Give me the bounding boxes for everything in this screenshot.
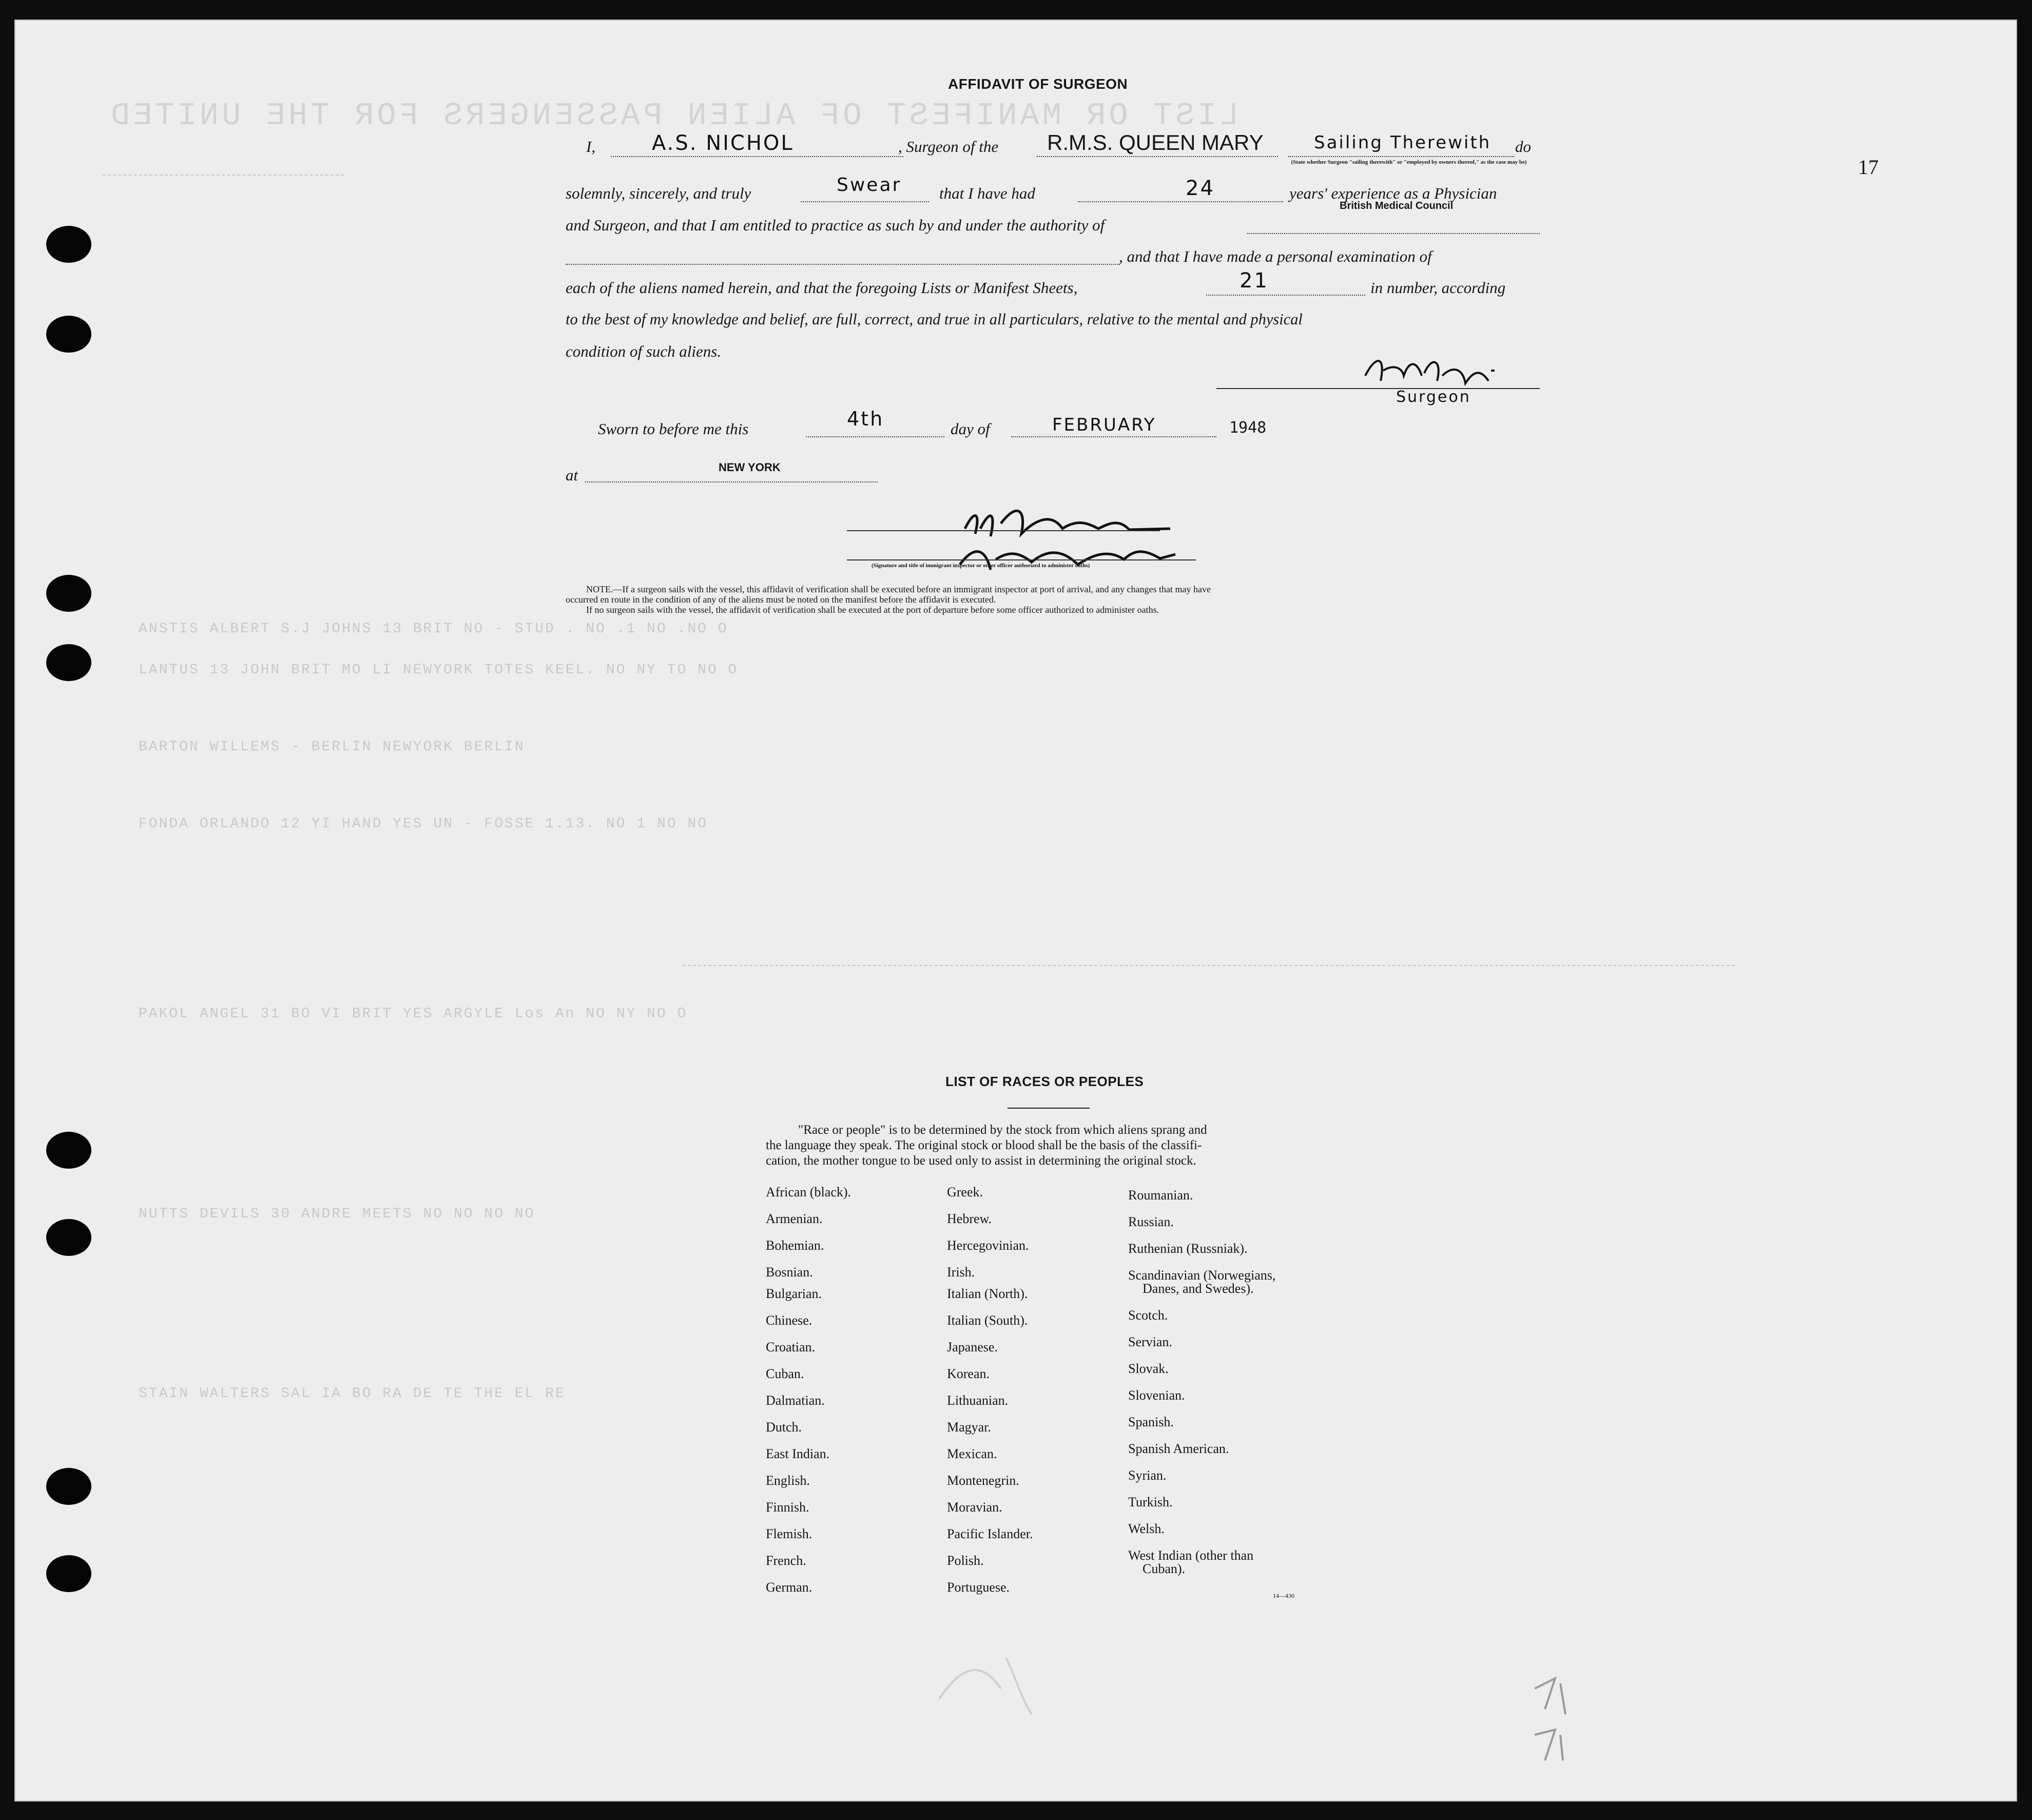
signature-line <box>847 530 1160 531</box>
affidavit-text: in number, according <box>1370 279 1506 297</box>
punch-hole <box>46 316 91 353</box>
race-item: Polish. <box>947 1553 984 1568</box>
race-item: Ruthenian (Russniak). <box>1128 1241 1248 1256</box>
race-item: Croatian. <box>766 1340 816 1354</box>
bleed-row: ANSTIS ALBERT S.J JOHNS 13 BRIT NO - STUD . NO .1 NO .NO O <box>139 621 728 637</box>
bleed-row: STAIN WALTERS SAL IA BO RA DE TE THE EL RE <box>139 1386 566 1402</box>
fill-line <box>1247 233 1540 234</box>
race-item: Welsh. <box>1128 1521 1165 1536</box>
race-item: German. <box>766 1580 812 1595</box>
race-item: Bosnian. <box>766 1265 813 1280</box>
race-item: Syrian. <box>1128 1468 1167 1483</box>
bleed-header: LIST OR MANIFEST OF ALIEN PASSENGERS FOR THE UNITED <box>108 98 1239 134</box>
affidavit-text: , Surgeon of the <box>898 138 999 156</box>
race-item: West Indian (other than <box>1128 1548 1254 1563</box>
sailing-status: Sailing Therewith <box>1314 132 1492 153</box>
signature-line <box>847 559 1196 560</box>
race-item: Dutch. <box>766 1420 802 1435</box>
race-item: East Indian. <box>766 1446 830 1461</box>
races-intro: "Race or people" is to be determined by the stock from which aliens sprang and <box>798 1123 1207 1137</box>
punch-hole <box>46 226 91 263</box>
oath-word: Swear <box>837 175 902 196</box>
affidavit-text: do <box>1515 138 1531 156</box>
officer-signature <box>955 493 1222 585</box>
fill-line <box>611 156 903 157</box>
bleed-row: NUTTS DEVILS 30 ANDRE MEETS NO NO NO NO <box>139 1206 535 1222</box>
bleed-row: PAKOL ANGEL 31 BO VI BRIT YES ARGYLE Los An NO NY NO O <box>139 1006 688 1022</box>
licensing-authority: British Medical Council <box>1340 200 1454 211</box>
race-item: Spanish. <box>1128 1415 1174 1429</box>
affidavit-text: Sworn to before me this <box>598 420 749 438</box>
affidavit-text: at <box>566 466 578 484</box>
race-item: African (black). <box>766 1185 851 1199</box>
race-item: Lithuanian. <box>947 1393 1009 1408</box>
officer-caption: (Signature and title of immigrant inspector or other officer authorized to administer oaths) <box>872 563 1090 569</box>
race-item: Italian (South). <box>947 1313 1028 1328</box>
affidavit-text: , and that I have made a personal examination of <box>1119 247 1432 265</box>
surgeon-name: A.S. NICHOL <box>652 131 794 155</box>
sworn-day: 4th <box>847 408 884 430</box>
race-item: French. <box>766 1553 806 1568</box>
race-item: Turkish. <box>1128 1495 1173 1509</box>
race-item: Hercegovinian. <box>947 1238 1029 1253</box>
race-item: Danes, and Swedes). <box>1143 1281 1254 1296</box>
bleed-row: LANTUS 13 JOHN BRIT MO LI NEWYORK TOTES KEEL. NO NY TO NO O <box>139 662 739 678</box>
race-item: Cuban). <box>1143 1561 1186 1576</box>
signature-line <box>1216 388 1540 389</box>
manifest-sheet <box>14 20 2017 1802</box>
bleed-row: FONDA ORLANDO 12 YI HAND YES UN - FOSSE 1.13. NO 1 NO NO <box>139 816 708 832</box>
affidavit-text: day of <box>951 420 990 438</box>
race-item: Moravian. <box>947 1500 1002 1515</box>
races-intro: cation, the mother tongue to be used only to assist in determining the original stock. <box>766 1154 1196 1168</box>
fill-line <box>585 481 878 482</box>
race-item: Japanese. <box>947 1340 998 1354</box>
race-item: English. <box>766 1473 810 1488</box>
vessel-name: R.M.S. QUEEN MARY <box>1047 130 1264 154</box>
punch-hole <box>46 1468 91 1505</box>
fill-line <box>1288 156 1514 157</box>
affidavit-title: AFFIDAVIT OF SURGEON <box>948 76 1128 92</box>
affidavit-text: each of the aliens named herein, and that the foregoing Lists or Manifest Sheets, <box>566 279 1078 297</box>
affidavit-text: to the best of my knowledge and belief, are full, correct, and true in all particulars, relative to the mental and physical <box>566 311 1303 328</box>
race-item: Servian. <box>1128 1334 1172 1349</box>
race-item: Greek. <box>947 1185 983 1199</box>
race-item: Pacific Islander. <box>947 1526 1033 1541</box>
affidavit-text: that I have had <box>939 184 1035 202</box>
pencil-mark <box>1524 1673 1586 1766</box>
fill-line <box>566 264 1120 265</box>
punch-hole <box>46 644 91 681</box>
affidavit-text: solemnly, sincerely, and truly <box>566 184 751 202</box>
race-item: Korean. <box>947 1366 990 1381</box>
bleed-row: BARTON WILLEMS - BERLIN NEWYORK BERLIN <box>139 739 525 755</box>
race-item: Scotch. <box>1128 1308 1168 1323</box>
title-rule <box>1008 1108 1090 1109</box>
race-item: Scandinavian (Norwegians, <box>1128 1268 1276 1283</box>
race-item: Magyar. <box>947 1420 991 1435</box>
bleed-rule <box>103 175 344 176</box>
race-item: Italian (North). <box>947 1286 1028 1301</box>
punch-hole <box>46 575 91 612</box>
sailing-note: (State whether Surgeon "sailing therewith" or "employed by owners thereof," as the case may be) <box>1291 159 1527 165</box>
race-item: Roumanian. <box>1128 1188 1193 1203</box>
race-item: Portuguese. <box>947 1580 1010 1595</box>
affidavit-text: condition of such aliens. <box>566 342 722 360</box>
race-item: Bulgarian. <box>766 1286 822 1301</box>
form-number: 14—430 <box>1273 1592 1294 1599</box>
affidavit-note: NOTE.—If a surgeon sails with the vessel, this affidavit of verification shall be executed before an immigrant inspector at port of arrival, and any changes that may have <box>586 584 1211 594</box>
fill-line <box>801 201 929 202</box>
race-item: Spanish American. <box>1128 1441 1229 1456</box>
fill-line <box>1078 201 1283 202</box>
sworn-year: 1948 <box>1229 419 1267 437</box>
page-number: 17 <box>1858 156 1879 179</box>
race-item: Irish. <box>947 1265 975 1280</box>
sworn-place: NEW YORK <box>719 461 781 474</box>
fill-line <box>1037 156 1278 157</box>
race-item: Hebrew. <box>947 1211 992 1226</box>
race-item: Mexican. <box>947 1446 997 1461</box>
affidavit-note: If no surgeon sails with the vessel, the affidavit of verification shall be executed at the port of departure before some officer authorized to administer oaths. <box>586 605 1159 615</box>
race-item: Chinese. <box>766 1313 812 1328</box>
race-item: Slovak. <box>1128 1361 1169 1376</box>
bleed-rule <box>683 965 1735 966</box>
fill-line <box>806 436 944 437</box>
race-item: Flemish. <box>766 1526 812 1541</box>
surgeon-title: Surgeon <box>1396 388 1471 406</box>
race-item: Bohemian. <box>766 1238 824 1253</box>
race-item: Finnish. <box>766 1500 809 1515</box>
fill-line <box>1206 295 1365 296</box>
race-item: Dalmatian. <box>766 1393 825 1408</box>
race-item: Montenegrin. <box>947 1473 1019 1488</box>
affidavit-text: and Surgeon, and that I am entitled to practice as such by and under the authority of <box>566 216 1105 234</box>
pencil-mark <box>929 1637 1062 1725</box>
punch-hole <box>46 1555 91 1592</box>
races-title: LIST OF RACES OR PEOPLES <box>945 1074 1144 1089</box>
affidavit-text: I, <box>586 138 596 156</box>
affidavit-text: years' experience as a Physician <box>1289 184 1497 202</box>
race-item: Armenian. <box>766 1211 823 1226</box>
affidavit-note: occurred en route in the condition of any of the aliens must be noted on the manifest before the affidavit is executed. <box>566 594 996 605</box>
race-item: Slovenian. <box>1128 1388 1185 1403</box>
years-experience: 24 <box>1186 177 1215 200</box>
races-intro: the language they speak. The original stock or blood shall be the basis of the classifi- <box>766 1138 1202 1152</box>
sheet-count: 21 <box>1240 269 1269 293</box>
punch-hole <box>46 1132 91 1169</box>
sworn-month: FEBRUARY <box>1052 415 1156 435</box>
race-item: Cuban. <box>766 1366 804 1381</box>
race-item: Russian. <box>1128 1214 1174 1229</box>
punch-hole <box>46 1219 91 1256</box>
fill-line <box>1011 436 1216 437</box>
